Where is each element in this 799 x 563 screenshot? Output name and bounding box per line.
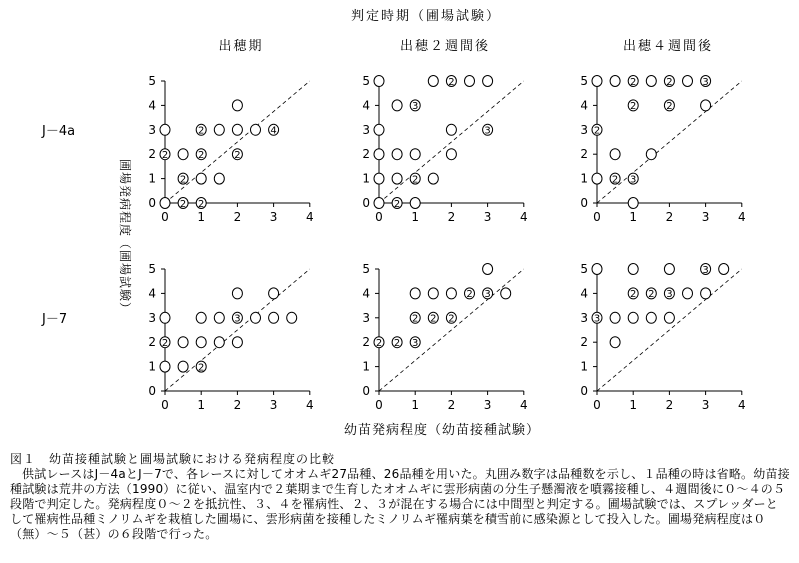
data-point (392, 100, 402, 111)
data-point-count: 2 (412, 174, 419, 186)
data-point (232, 288, 242, 299)
y-tick-label: 4 (362, 286, 370, 301)
data-point-count: 3 (412, 101, 419, 113)
data-point-count: 2 (630, 101, 637, 113)
x-tick-label: 0 (593, 398, 601, 412)
data-point (214, 124, 224, 135)
y-tick-label: 1 (148, 171, 156, 186)
data-point-count: 2 (234, 150, 241, 161)
data-point (196, 312, 206, 323)
data-point-count: 2 (630, 76, 637, 88)
x-tick-label: 0 (375, 398, 383, 412)
column-header-2weeks: 出穂２週間後 (399, 39, 491, 54)
y-tick-label: 3 (148, 122, 156, 137)
data-point (374, 198, 384, 209)
data-point-count: 2 (611, 174, 619, 186)
data-point-count: 2 (466, 289, 473, 301)
column-header-4weeks: 出穂４週間後 (622, 39, 714, 54)
row-label-race-j4a: J－4a (42, 124, 76, 139)
data-point-count: 2 (666, 101, 673, 113)
y-tick-label: 0 (148, 196, 156, 210)
y-tick-label: 2 (148, 335, 156, 350)
data-point-count: 3 (484, 289, 491, 301)
x-tick-label: 2 (665, 210, 674, 224)
data-point-count: 2 (448, 313, 455, 325)
x-tick-label: 2 (447, 398, 456, 412)
data-point (483, 264, 493, 275)
data-point (160, 312, 170, 323)
data-point-count: 4 (270, 125, 277, 137)
y-tick-label: 3 (362, 122, 370, 137)
y-tick-label: 3 (580, 122, 588, 137)
x-tick-label: 1 (197, 210, 206, 224)
caption-title: 図１ 幼苗接種試験と圃場試験における発病程度の比較 (10, 452, 336, 466)
data-point-count: 2 (198, 150, 205, 161)
data-point (251, 312, 261, 323)
y-tick-label: 1 (580, 359, 588, 374)
data-point-count: 2 (179, 174, 187, 186)
y-tick-label: 4 (580, 286, 588, 301)
y-tick-label: 2 (580, 147, 588, 162)
data-point (683, 76, 693, 87)
data-point-count: 2 (648, 289, 655, 301)
reference-line (165, 269, 310, 391)
y-axis-title: 圃場発病程度（圃場試験） (118, 158, 132, 316)
data-point (232, 100, 242, 111)
x-tick-label: 2 (233, 398, 242, 412)
data-point (178, 337, 188, 348)
data-point (160, 124, 170, 135)
x-tick-label: 2 (447, 210, 456, 224)
reference-line (379, 269, 524, 391)
data-point-count: 2 (593, 125, 601, 137)
y-tick-label: 3 (148, 310, 156, 325)
data-point-count: 2 (448, 76, 455, 88)
data-point (610, 312, 620, 323)
y-tick-label: 0 (362, 384, 370, 398)
y-tick-label: 3 (580, 310, 588, 325)
data-point (628, 312, 638, 323)
data-point (269, 312, 279, 323)
x-tick-label: 4 (519, 210, 528, 224)
data-point-count: 3 (702, 76, 709, 88)
figure-header: 判定時期（圃場試験） (350, 9, 502, 24)
x-tick-label: 1 (411, 398, 420, 412)
data-point-count: 2 (198, 198, 205, 210)
y-tick-label: 0 (580, 384, 588, 398)
data-point (251, 124, 261, 135)
data-point (214, 173, 224, 184)
y-tick-label: 5 (580, 262, 588, 276)
x-tick-label: 3 (701, 398, 710, 412)
data-point-count: 2 (161, 338, 169, 349)
y-tick-label: 1 (362, 171, 370, 186)
data-point (683, 288, 693, 299)
data-point (646, 312, 656, 323)
data-point-count: 2 (375, 338, 383, 349)
x-tick-label: 0 (161, 210, 169, 224)
y-tick-label: 3 (362, 310, 370, 325)
data-point (610, 149, 620, 160)
data-point-count: 2 (161, 150, 169, 161)
data-point (392, 173, 402, 184)
x-tick-label: 3 (701, 210, 710, 224)
y-tick-label: 4 (362, 98, 370, 113)
y-tick-label: 5 (362, 74, 370, 88)
data-point (160, 198, 170, 209)
data-point-count: 3 (666, 289, 673, 301)
data-point (232, 124, 242, 135)
x-tick-label: 0 (375, 210, 383, 224)
y-tick-label: 2 (580, 335, 588, 350)
x-tick-label: 3 (269, 398, 278, 412)
x-tick-label: 4 (305, 210, 314, 224)
data-point (701, 100, 711, 111)
y-tick-label: 2 (148, 147, 156, 162)
caption-body: 供試レースはJ－4aとJ－7で、各レースに対してオオムギ27品種、26品種を用いた。丸囲み数字は品種数を示し、１品種の時は省略。幼苗接種試験は荒井の方法（1990）に従い、温室内で２葉期まで生育したオオムギに雲形病菌の分生子懸濁液を噴霧接種し、４週間後に０～４の５段階で判定した。発病程度０～２を抵抗性、３、４を罹病性、２、３が混在する場合には中間型と判定する。圃場試験では、スプレッダーとして罹病性品種ミノリムギを栽植した圃場に、雲形病菌を接種したミノリムギ罹病葉を積雪前に感染源として投入した。圃場発病程度は０（無）～５（甚）の６段階で行った。 (10, 467, 790, 541)
data-point (664, 312, 674, 323)
x-tick-label: 2 (233, 210, 242, 224)
scatter-panel (362, 74, 527, 224)
x-tick-label: 1 (629, 210, 638, 224)
data-point (232, 337, 242, 348)
data-point-count: 2 (630, 289, 637, 301)
data-point (428, 76, 438, 87)
x-tick-label: 4 (519, 398, 528, 412)
data-point (628, 264, 638, 275)
data-point (374, 173, 384, 184)
data-point (446, 288, 456, 299)
y-tick-label: 4 (580, 98, 588, 113)
data-point-count: 3 (630, 174, 637, 186)
y-tick-label: 5 (148, 74, 156, 88)
data-point (374, 149, 384, 160)
data-point (664, 264, 674, 275)
data-point (628, 198, 638, 209)
data-point-count: 2 (430, 313, 437, 325)
y-tick-label: 5 (580, 74, 588, 88)
scatter-panel (580, 74, 745, 224)
x-tick-label: 0 (161, 398, 169, 412)
data-point (428, 288, 438, 299)
x-tick-label: 1 (411, 210, 420, 224)
data-point (719, 264, 729, 275)
y-tick-label: 1 (580, 171, 588, 186)
y-tick-label: 5 (148, 262, 156, 276)
x-tick-label: 1 (197, 398, 206, 412)
data-point (196, 337, 206, 348)
y-tick-label: 4 (148, 286, 156, 301)
y-tick-label: 0 (580, 196, 588, 210)
x-tick-label: 2 (665, 398, 674, 412)
x-tick-label: 4 (737, 398, 746, 412)
reference-line (597, 81, 742, 203)
data-point (446, 124, 456, 135)
data-point (410, 198, 420, 209)
data-point-count: 3 (412, 338, 419, 349)
data-point-count: 3 (484, 125, 491, 137)
x-tick-label: 0 (593, 210, 601, 224)
data-point (287, 312, 297, 323)
x-axis-title: 幼苗発病程度（幼苗接種試験） (343, 423, 541, 438)
data-point (428, 173, 438, 184)
data-point (446, 149, 456, 160)
y-tick-label: 5 (362, 262, 370, 276)
scatter-panel (362, 262, 527, 412)
x-tick-label: 3 (483, 210, 492, 224)
scatter-panel (148, 262, 313, 412)
data-point (592, 264, 602, 275)
data-point (410, 288, 420, 299)
data-point-count: 3 (593, 313, 601, 325)
data-point (196, 173, 206, 184)
x-tick-label: 3 (483, 398, 492, 412)
y-tick-label: 0 (362, 196, 370, 210)
data-point (410, 149, 420, 160)
data-point (269, 288, 279, 299)
reference-line (379, 81, 524, 203)
scatter-panels (148, 74, 745, 412)
x-tick-label: 3 (269, 210, 278, 224)
y-tick-label: 4 (148, 98, 156, 113)
y-tick-label: 2 (362, 335, 370, 350)
row-label-race-j7: J－7 (42, 312, 68, 327)
data-point (214, 337, 224, 348)
data-point-count: 2 (179, 198, 187, 210)
data-point (178, 361, 188, 372)
scatter-panel (580, 262, 745, 412)
data-point (646, 76, 656, 87)
data-point-count: 2 (198, 362, 205, 374)
data-point-count: 2 (412, 313, 419, 325)
data-point (178, 149, 188, 160)
data-point-count: 3 (234, 313, 241, 325)
y-tick-label: 2 (362, 147, 370, 162)
data-point-count: 2 (393, 338, 401, 349)
reference-line (597, 269, 742, 391)
data-point (592, 76, 602, 87)
x-tick-label: 4 (737, 210, 746, 224)
column-header-heading: 出穂期 (218, 39, 264, 54)
data-point-count: 3 (702, 264, 709, 276)
data-point (214, 312, 224, 323)
scatter-panel (148, 74, 313, 224)
x-tick-label: 1 (629, 398, 638, 412)
data-point (374, 76, 384, 87)
data-point (501, 288, 511, 299)
reference-line (165, 81, 310, 203)
data-point-count: 2 (198, 125, 205, 137)
data-point (610, 76, 620, 87)
data-point (465, 76, 475, 87)
figure-caption (10, 452, 790, 542)
y-tick-label: 0 (148, 384, 156, 398)
y-tick-label: 1 (362, 359, 370, 374)
data-point (592, 173, 602, 184)
data-point (701, 288, 711, 299)
data-point (374, 124, 384, 135)
data-point (160, 361, 170, 372)
data-point (392, 149, 402, 160)
x-tick-label: 4 (305, 398, 314, 412)
data-point-count: 2 (393, 198, 401, 210)
y-tick-label: 1 (148, 359, 156, 374)
data-point (483, 76, 493, 87)
data-point (610, 337, 620, 348)
data-point (646, 149, 656, 160)
data-point-count: 2 (666, 76, 673, 88)
